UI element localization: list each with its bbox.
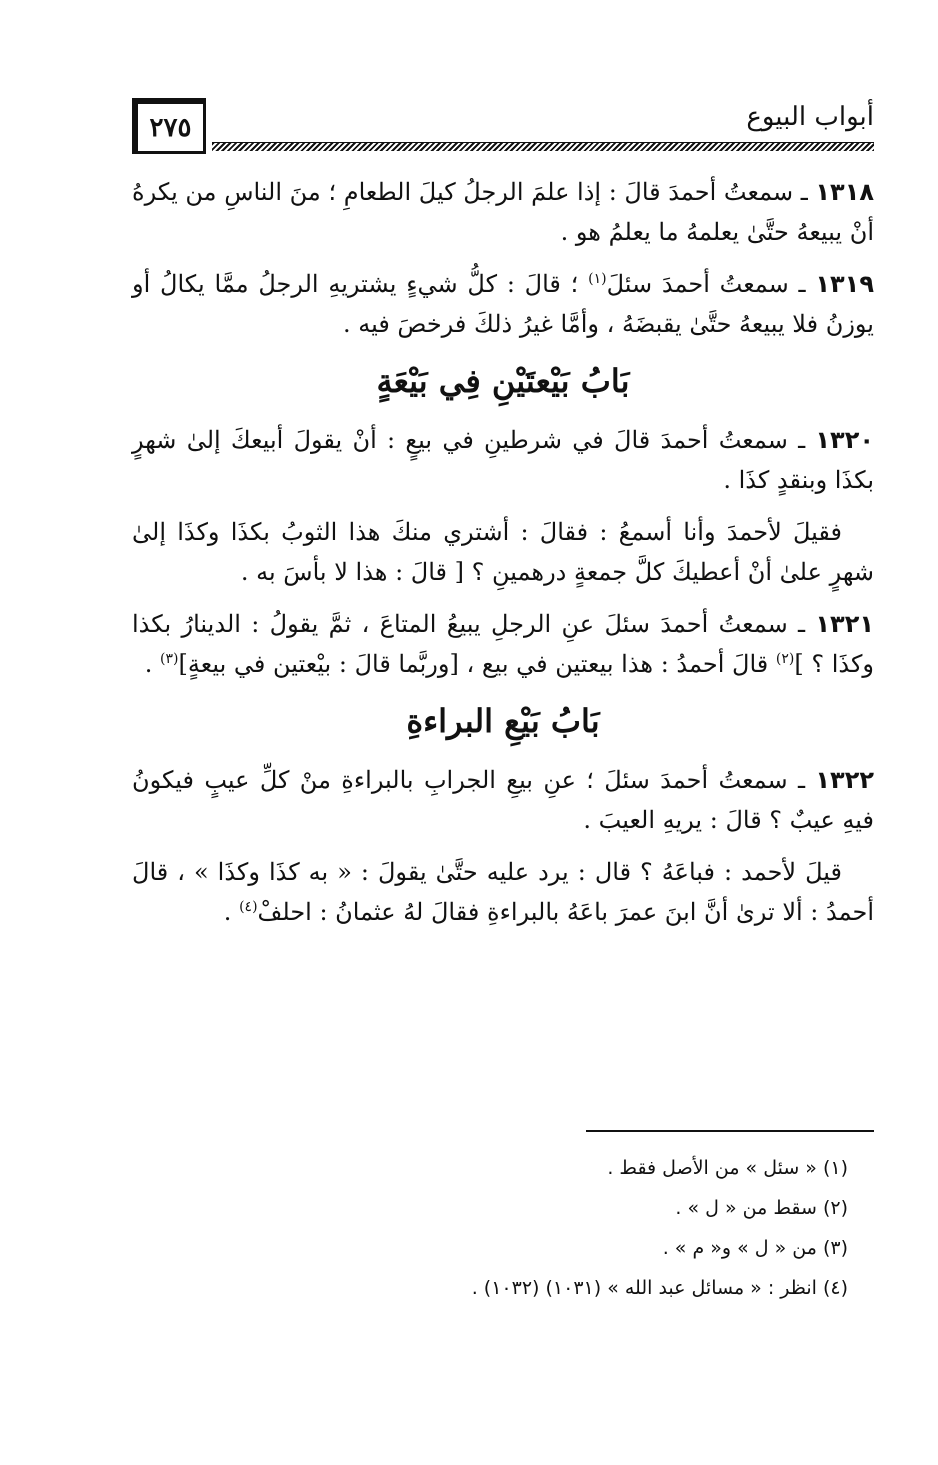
paragraph-1321 <box>132 604 874 684</box>
paragraph-1319 <box>132 264 874 344</box>
paragraph-quote <box>132 852 874 932</box>
page-number: ٢٧٥ <box>149 112 192 143</box>
paragraph-text: . <box>223 898 232 926</box>
footnote-separator <box>586 1130 874 1132</box>
header-rule <box>212 142 874 151</box>
paragraph-text: من يكرهُ أنْ يبيعهُ حتَّىٰ يعلمهُ ما يعلمُ هو . <box>132 178 874 246</box>
paragraph-number: ١٣٢٢ <box>815 766 874 794</box>
page-header <box>132 98 874 158</box>
paragraph-text: شهرٍ بكذَا وبنقدٍ كذَا . <box>132 426 874 494</box>
footnote-ref[interactable]: (٢) <box>775 651 795 667</box>
paragraph-text: ؛ قالَ : كلُّ شيءٍ يشتريهِ الرجلُ ممَّا <box>214 270 579 298</box>
paragraph-text: فيكونُ فيهِ عيبٌ ؟ قالَ : يريهِ العيبَ . <box>132 766 874 834</box>
footnote-2: (٢) سقط من « ل » . <box>675 1197 848 1219</box>
paragraph-text: يكالُ أو يوزنُ فلا يبيعهُ حتَّىٰ يقبضَهُ ، وأمَّا غيرُ ذلكَ فرخصَ فيه . <box>132 270 874 338</box>
paragraph-quote <box>132 512 874 592</box>
paragraph-text: فقيلَ لأحمدَ وأنا أسمعُ : فقالَ : أشتري منكَ هذا الثوبُ بكذَا وكذَا إلىٰ شهرٍ علىٰ أنْ أعطيكَ كلَّ جمعةٍ درهمينِ ؟ [ قالَ : هذا لا بأسَ به . <box>132 518 874 586</box>
paragraph-number: ١٣٢١ <box>815 610 874 638</box>
paragraph-text: ـ سمعتُ أحمدَ سئلَ عنِ الرجلِ يبيعُ المتاعَ ، ثمَّ يقولُ : الدينارُ بكذا وكذَا ؟ ] <box>132 610 874 678</box>
page-number-box <box>132 98 206 154</box>
chapter-title: بَابُ بَيْعِ البراءةِ <box>406 702 600 740</box>
chapter-title: بَابُ بَيْعتَيْنِ فِي بَيْعَةٍ <box>376 362 630 400</box>
footnote-ref[interactable]: (٣) <box>160 651 179 667</box>
footnote-3: (٣) من « ل » و« م » . <box>662 1237 848 1259</box>
paragraph-text: قيلَ لأحمد : فباعَهُ ؟ قال : يرد عليه حتَّىٰ يقولَ : « به كذَا وكذَا » ، قالَ أحمدُ : ألا ترىٰ أنَّ ابنَ عمرَ باعَهُ بالبراءةِ فقالَ لهُ عثمانُ : احلفْ <box>132 858 874 926</box>
footnote-4: (٤) انظر : « مسائل عبد الله » (١٠٣١) (١٠٣٢) . <box>471 1277 848 1299</box>
running-title: أبواب البيوع <box>746 102 874 132</box>
footnote-ref[interactable]: (٤) <box>239 899 258 915</box>
paragraph-text: ـ سمعتُ أحمدَ سئلَ ؛ عنِ بيعِ الجرابِ بالبراءةِ منْ كلِّ عيبٍ <box>204 766 806 794</box>
paragraph-number: ١٣١٩ <box>815 270 874 298</box>
paragraph-1320 <box>132 420 874 500</box>
paragraph-text: ـ سمعتُ أحمدَ سئلَ <box>606 270 806 298</box>
paragraph-text: ـ سمعتُ أحمدَ قالَ في شرطينِ في بيعٍ : أنْ يقولَ أبيعكَ إلىٰ <box>186 426 806 454</box>
paragraph-number: ١٣٢٠ <box>815 426 874 454</box>
paragraph-1322 <box>132 760 874 840</box>
footnotes <box>132 1148 848 1308</box>
paragraph-text: . <box>144 650 153 678</box>
main-text <box>132 172 874 944</box>
paragraph-text: قالَ أحمدُ : هذا بيعتين في بيع ، [وربَّما قالَ : بيْعتين في بيعةٍ] <box>178 650 769 678</box>
paragraph-text: ـ سمعتُ أحمدَ قالَ : إذا علمَ الرجلُ كيلَ الطعامِ ؛ منَ الناسِ <box>224 178 808 206</box>
footnote-ref[interactable]: (١) <box>588 271 607 287</box>
paragraph-number: ١٣١٨ <box>815 178 874 206</box>
paragraph-1318 <box>132 172 874 252</box>
footnote-1: (١) « سئل » من الأصل فقط . <box>607 1157 848 1179</box>
